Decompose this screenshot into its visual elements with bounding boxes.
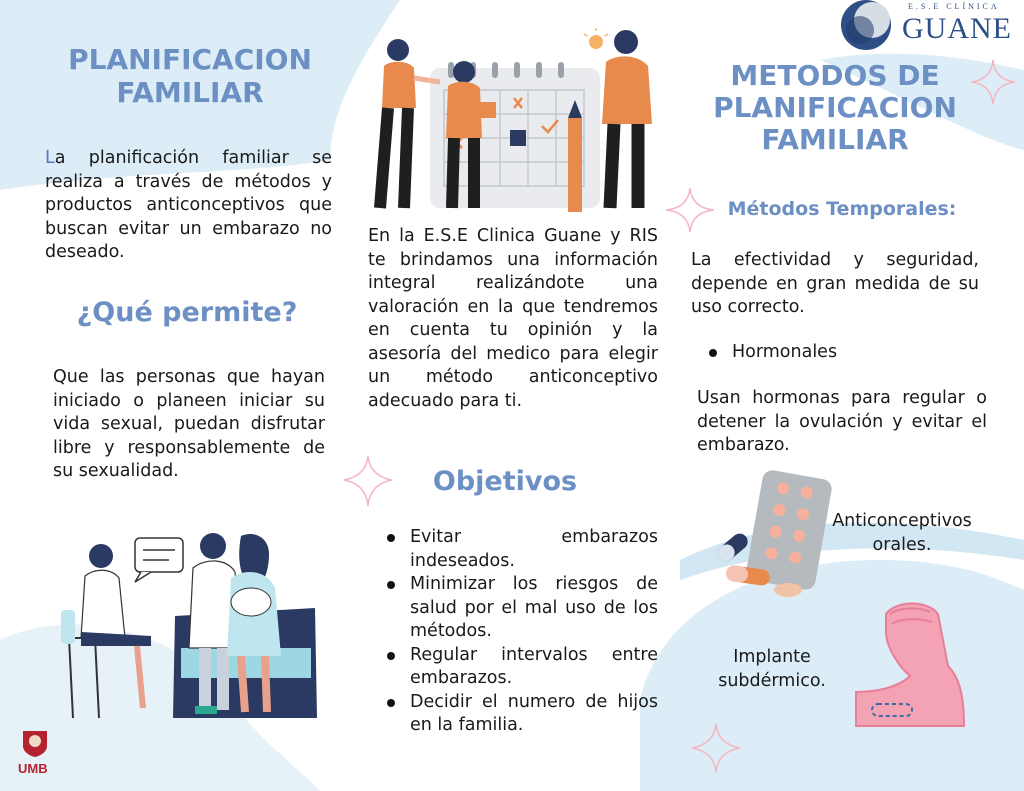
university-crest-icon [20, 728, 50, 758]
objetivos-list [383, 526, 658, 738]
university-logo [16, 728, 56, 780]
objetivos-title: Objetivos [432, 466, 578, 497]
objetivo-item: Regular intervalos entre embarazos. [383, 644, 658, 691]
temporales-text: La efectividad y seguridad, depende en gran medida de su uso correcto. [691, 250, 979, 317]
metodos-list [705, 341, 905, 365]
objetivo-item: Decidir el numero de hijos en la familia. [383, 691, 658, 738]
brand-logo [838, 0, 1018, 54]
objetivo-item: Evitar embarazos indeseados. [383, 526, 658, 573]
brand-name: GUANE [902, 12, 1012, 45]
orales-label: Anticonceptivos orales. [832, 511, 972, 555]
calendar-team-illustration [360, 28, 665, 216]
hormonales-item: Hormonales [705, 341, 905, 365]
contraceptive-pills-illustration [712, 466, 834, 602]
arm-implant-illustration [838, 596, 978, 742]
permite-text: Que las personas que hayan iniciado o planeen iniciar su vida sexual, puedan disfrutar libre y responsablemente de su sexualidad. [53, 367, 325, 481]
intro-first-letter: L [45, 148, 55, 168]
family-consultation-illustration [55, 528, 320, 720]
left-intro-text [45, 147, 332, 265]
university-abbr: UMB [18, 761, 48, 776]
implante-label: Implante subdérmico. [718, 647, 826, 691]
intro-text-rest: a planificación familiar se realiza a través de métodos y productos anticonceptivos que buscan evitar un embarazo no deseado. [45, 148, 332, 262]
brand-tagline: E.S.E CLÍNICA [908, 2, 1000, 11]
temporales-title: Métodos Temporales: [727, 198, 957, 220]
clinic-info-text: En la E.S.E Clinica Guane y RIS te brindamos una información integral realizándote una valoración en la que tendremos en cuenta tu opinión y la asesoría del medico para elegir un método anticonceptivo adecuado para ti. [368, 226, 658, 411]
right-title: METODOS DE PLANIFICACION FAMILIAR [713, 59, 957, 156]
left-title: PLANIFICACION FAMILIAR [68, 43, 312, 109]
permite-title: ¿Qué permite? [76, 297, 298, 328]
globe-logo-icon [838, 0, 894, 54]
objetivo-item: Minimizar los riesgos de salud por el mal uso de los métodos. [383, 573, 658, 644]
hormonales-text: Usan hormonas para regular o detener la ovulación y evitar el embarazo. [697, 388, 987, 455]
